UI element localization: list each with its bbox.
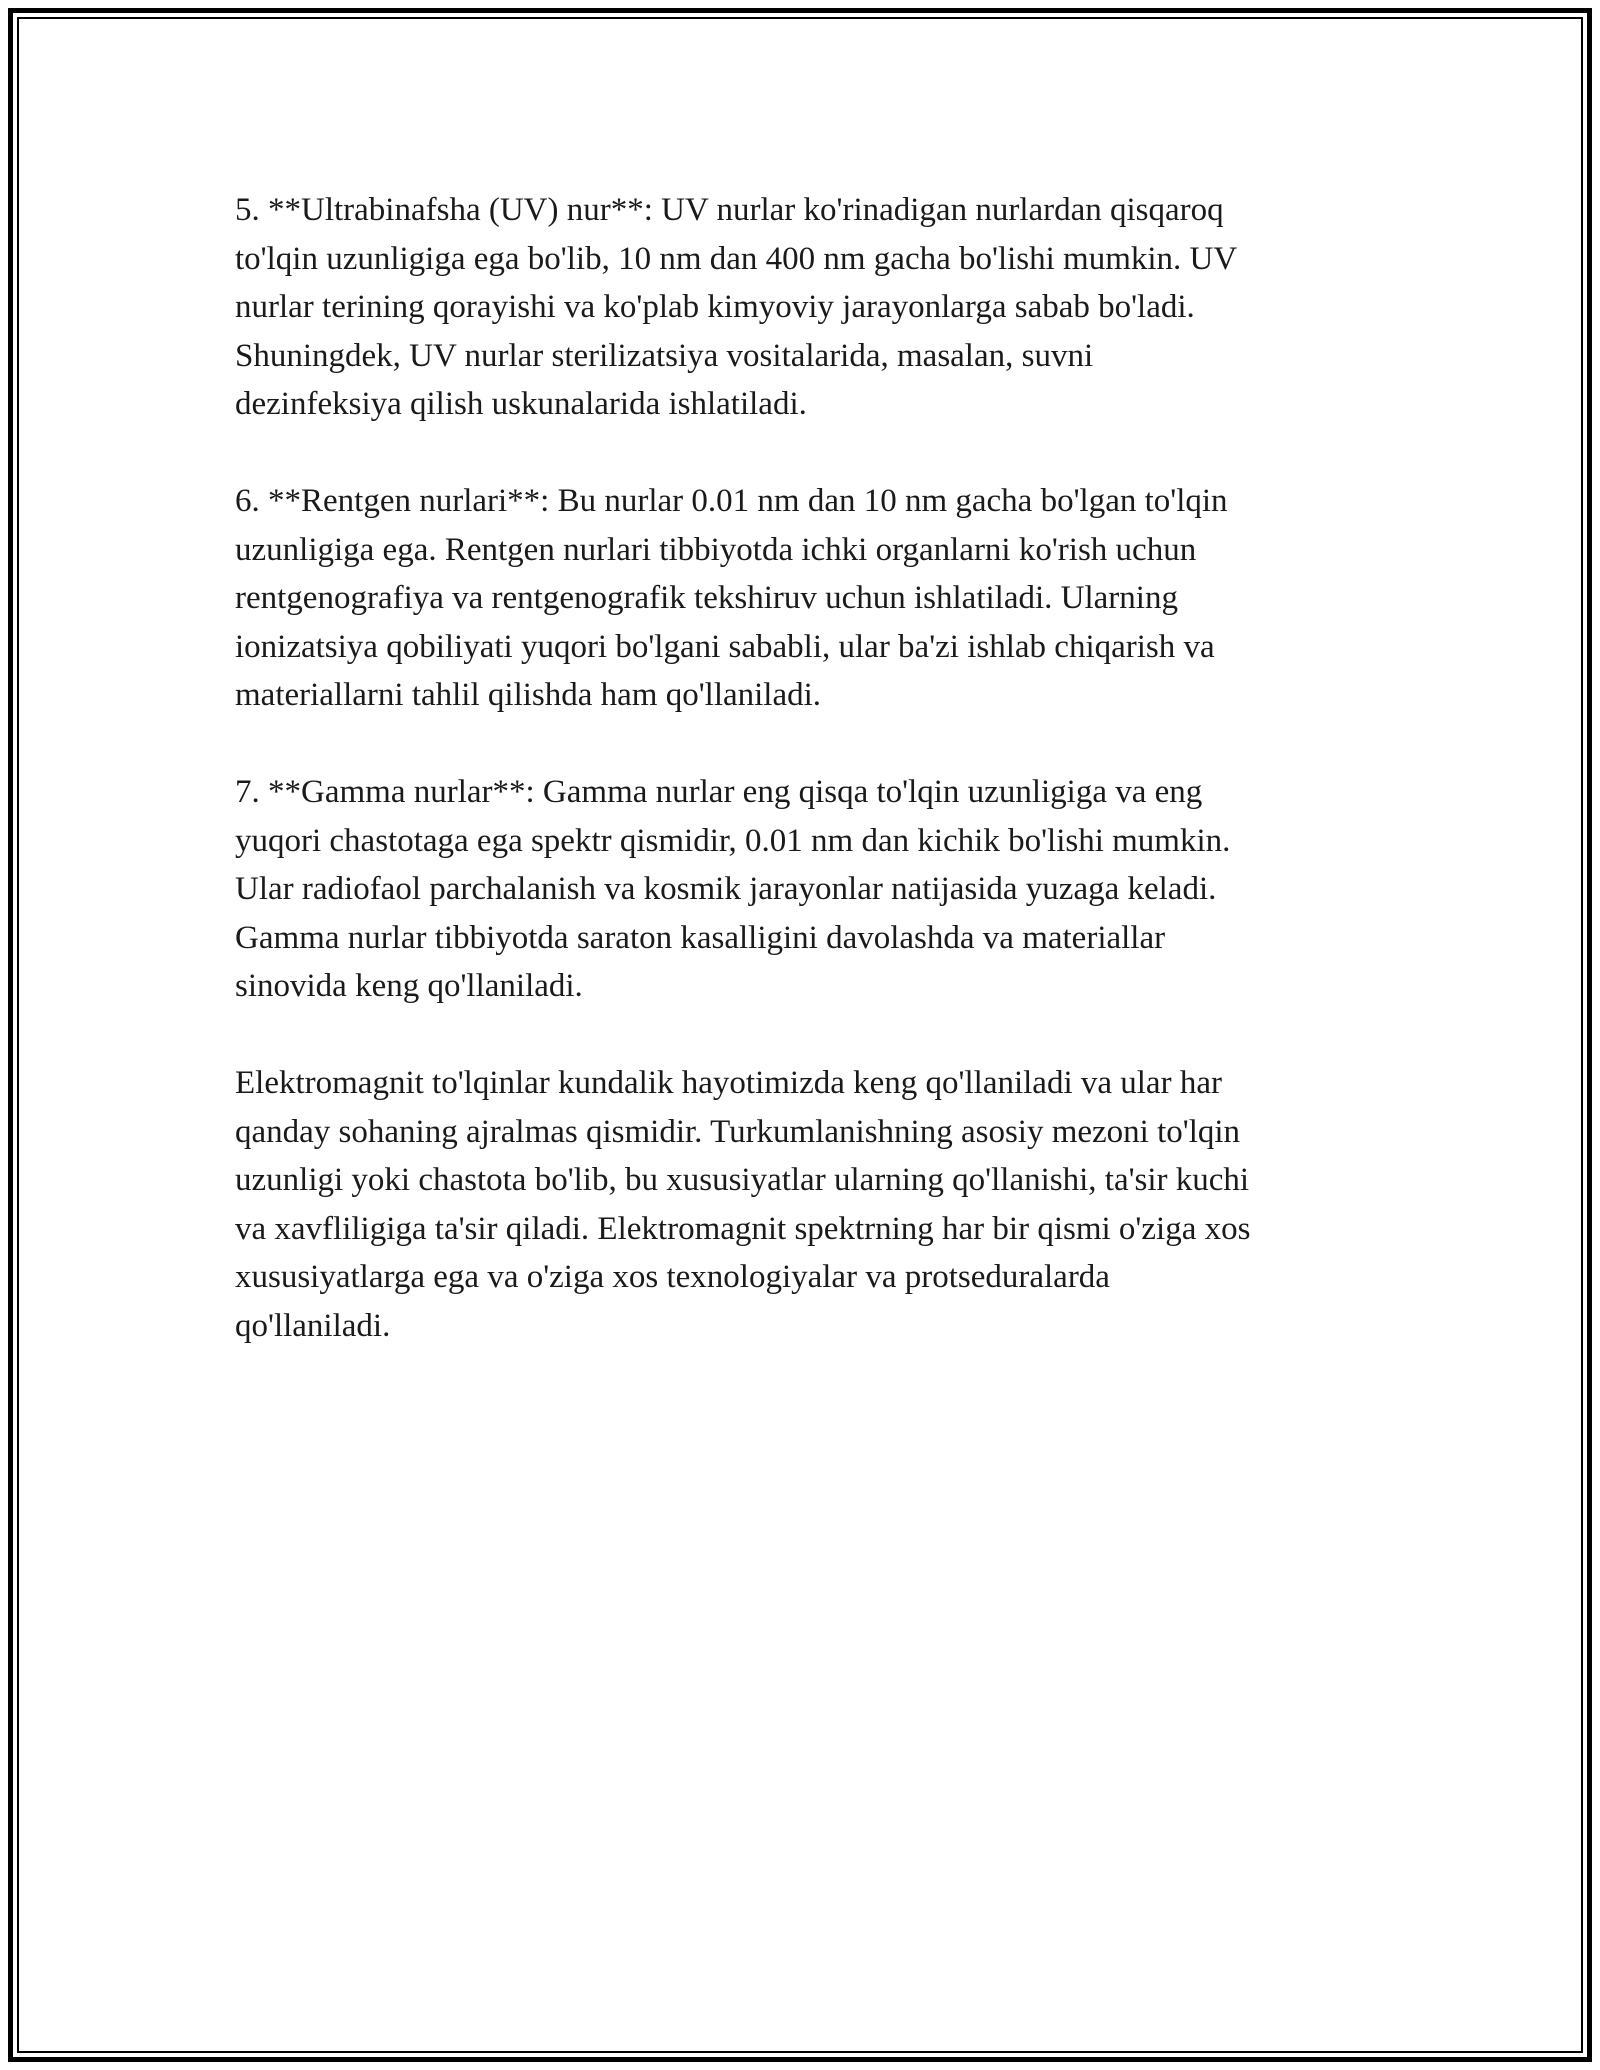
paragraph-gamma: 7. **Gamma nurlar**: Gamma nurlar eng qisqa to'lqin uzunligiga va eng yuqori chastotaga ega spektr qismidir, 0.01 nm dan kichik bo'lishi mumkin. Ular radiofaol parchalanish va kosmik jarayonlar natijasida yuzaga keladi. Gamma nurlar tibbiyotda saraton kasalligini davolashda va materiallar sinovida keng qo'llaniladi. xyxy=(235,774,1231,1004)
document-body xyxy=(235,186,1385,1399)
paragraph-ultraviolet: 5. **Ultrabinafsha (UV) nur**: UV nurlar ko'rinadigan nurlardan qisqaroq to'lqin uzunligiga ega bo'lib, 10 nm dan 400 nm gacha bo'lishi mumkin. UV nurlar terining qorayishi va ko'plab kimyoviy jarayonlarga sabab bo'ladi. Shuningdek, UV nurlar sterilizatsiya vositalarida, masalan, suvni dezinfeksiya qilish uskunalarida ishlatiladi. xyxy=(235,192,1238,422)
paragraph-conclusion: Elektromagnit to'lqinlar kundalik hayotimizda keng qo'llaniladi va ular har qanday sohaning ajralmas qismidir. Turkumlanishning asosiy mezoni to'lqin uzunligi yoki chastota bo'lib, bu xususiyatlar ularning qo'llanishi, ta'sir kuchi va xavfliligiga ta'sir qiladi. Elektromagnit spektrning har bir qismi o'ziga xos xususiyatlarga ega va o'ziga xos texnologiyalar va protseduralarda qo'llaniladi. xyxy=(235,1065,1251,1344)
paragraph-xray: 6. **Rentgen nurlari**: Bu nurlar 0.01 nm dan 10 nm gacha bo'lgan to'lqin uzunligiga ega. Rentgen nurlari tibbiyotda ichki organlarni ko'rish uchun rentgenografiya va rentgenografik tekshiruv uchun ishlatiladi. Ularning ionizatsiya qobiliyati yuqori bo'lgani sababli, ular ba'zi ishlab chiqarish va materiallarni tahlil qilishda ham qo'llaniladi. xyxy=(235,483,1228,713)
